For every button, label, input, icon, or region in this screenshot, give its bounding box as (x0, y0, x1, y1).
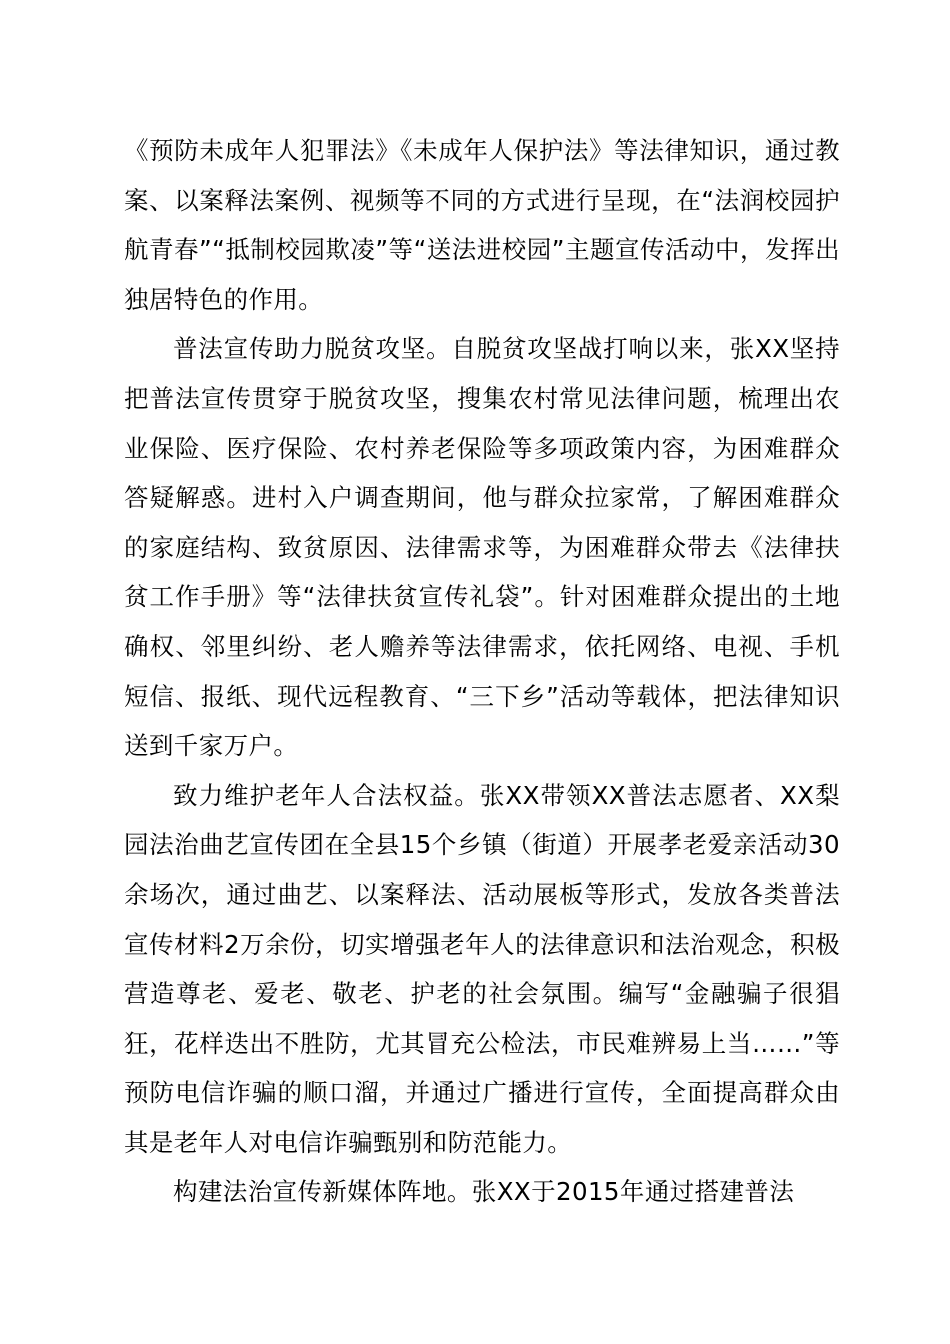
paragraph-poverty-alleviation: 普法宣传助力脱贫攻坚。自脱贫攻坚战打响以来，张XX坚持把普法宣传贯穿于脱贫攻坚，搜集农村常见法律问题，梳理出农业保险、医疗保险、农村养老保险等多项政策内容，为困难群众答疑解惑。进村入户调查期间，他与群众拉家常，了解困难群众的家庭结构、致贫原因、法律需求等，为困难群众带去《法律扶贫工作手册》等“法律扶贫宣传礼袋”。针对困难群众提出的土地确权、邻里纠纷、老人赡养等法律需求，依托网络、电视、手机短信、报纸、现代远程教育、“三下乡”活动等载体，把法律知识送到千家万户。 (124, 334, 840, 761)
document-page (124, 126, 840, 1217)
paragraph-elderly-rights: 致力维护老年人合法权益。张XX带领XX普法志愿者、XX梨园法治曲艺宣传团在全县15个乡镇（街道）开展孝老爱亲活动30余场次，通过曲艺、以案释法、活动展板等形式，发放各类普法宣传材料2万余份，切实增强老年人的法律意识和法治观念，积极营造尊老、爱老、敬老、护老的社会氛围。编写“金融骗子很猖狂，花样迭出不胜防，尤其冒充公检法，市民难辨易上当……”等预防电信诈骗的顺口溜，并通过广播进行宣传，全面提高群众由其是老年人对电信诈骗甄别和防范能力。 (124, 780, 840, 1157)
paragraph-new-media: 构建法治宣传新媒体阵地。张XX于2015年通过搭建普法 (173, 1177, 795, 1207)
paragraph-continued: 《预防未成年人犯罪法》《未成年人保护法》等法律知识，通过教案、以案释法案例、视频等不同的方式进行呈现，在“法润校园护航青春”“抵制校园欺凌”等“送法进校园”主题宣传活动中，发挥出独居特色的作用。 (124, 136, 840, 314)
